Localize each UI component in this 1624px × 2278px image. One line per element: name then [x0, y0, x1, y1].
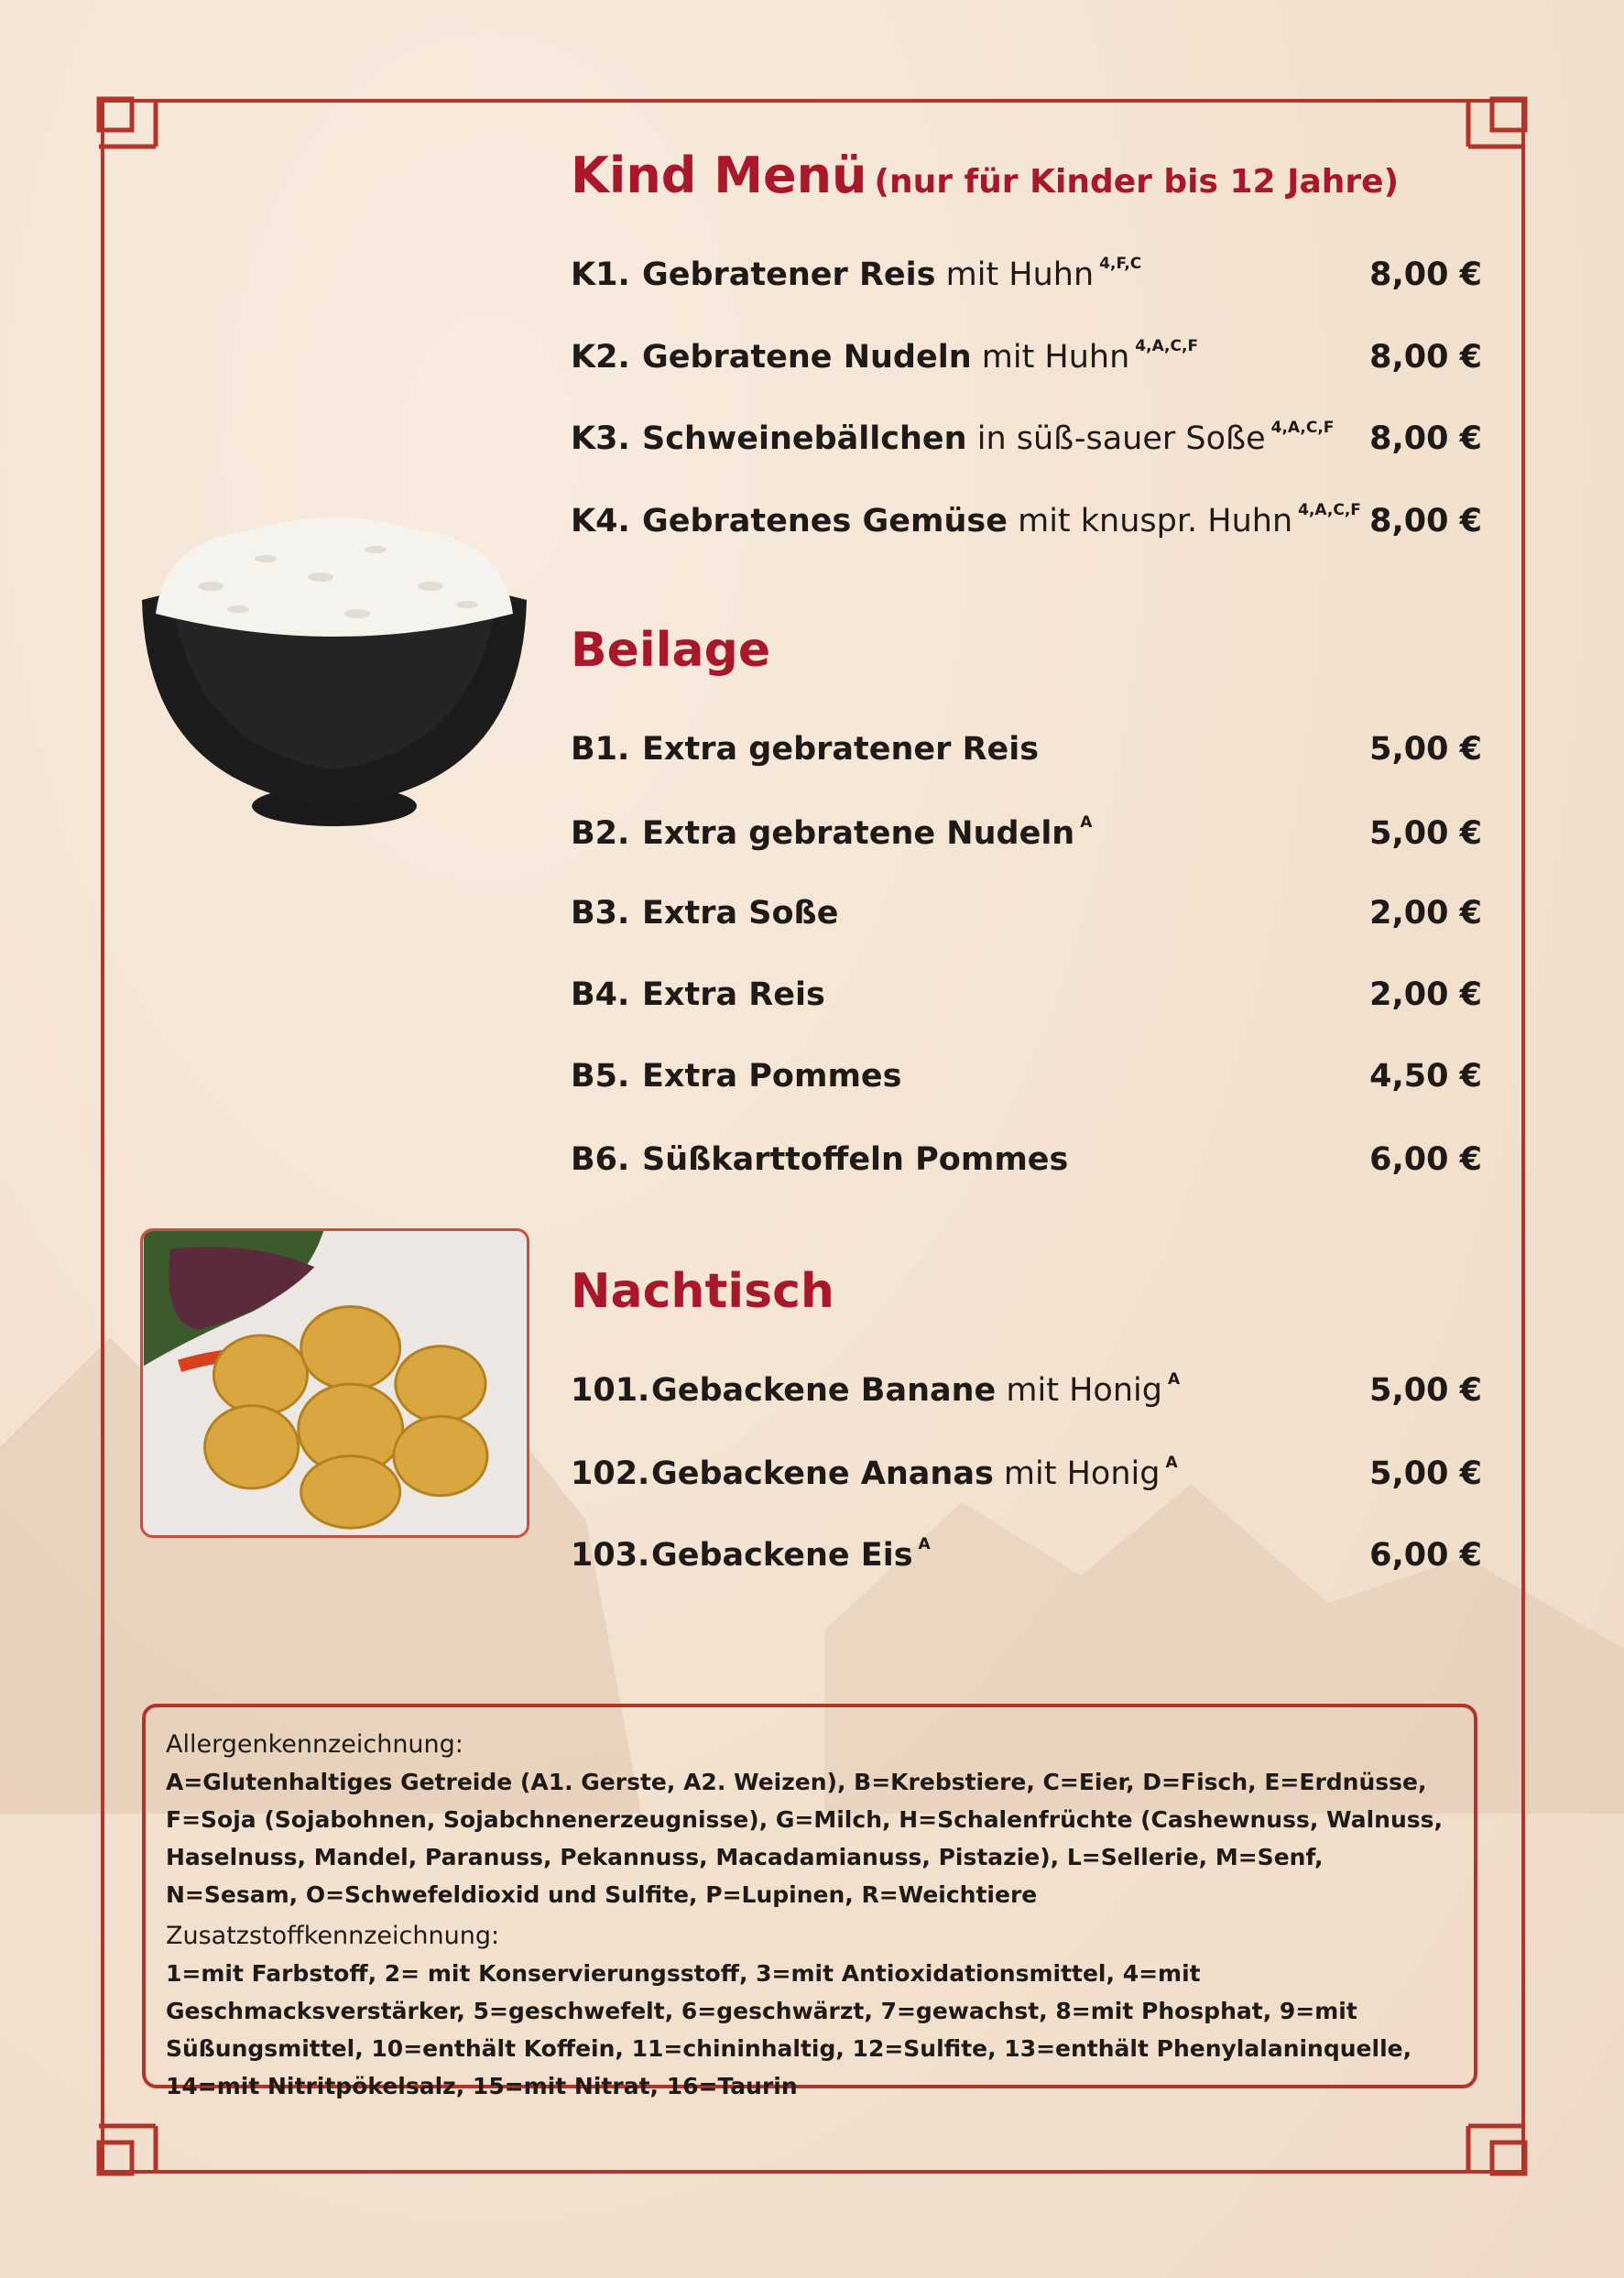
item-price: 5,00 €: [1369, 1372, 1482, 1409]
beilage-title: Beilage: [571, 623, 771, 678]
allergen-codes: 4,F,C: [1099, 255, 1142, 273]
item-name: Extra gebratener Reis: [642, 731, 1040, 768]
menu-item-103: [571, 1535, 1482, 1579]
item-price: 4,50 €: [1369, 1058, 1482, 1095]
item-name: Extra gebratene Nudeln $^A$: [642, 813, 1093, 852]
item-price: 5,00 €: [1369, 815, 1482, 852]
item-code: B1.: [571, 731, 630, 768]
item-code: B5.: [571, 1058, 630, 1095]
allergen-codes: 4,A,C,F: [1298, 501, 1361, 519]
kind-menu-title: [571, 147, 1399, 204]
item-price: 8,00 €: [1369, 420, 1482, 457]
dessert-illustration: [143, 1231, 527, 1535]
item-name: Gebratene Nudeln mit Huhn $^{4,A,C,F}$: [642, 337, 1199, 376]
item-code: B3.: [571, 895, 630, 932]
item-price: 8,00 €: [1369, 503, 1482, 540]
menu-item-k2: [571, 337, 1482, 381]
item-name: Extra Reis: [642, 976, 825, 1013]
rice-bowl-photo: [137, 513, 531, 834]
menu-item-b2: [571, 813, 1482, 857]
item-name: Gebackene Eis $^A$: [651, 1535, 931, 1574]
allergen-codes: A: [1165, 1454, 1178, 1472]
item-name: Gebratener Reis mit Huhn $^{4,F,C}$: [642, 255, 1142, 293]
item-code: B2.: [571, 815, 630, 852]
fried-banana-photo: [140, 1228, 529, 1538]
item-code: B4.: [571, 976, 630, 1013]
allergen-heading: Allergenkennzeichnung:: [166, 1730, 463, 1759]
allergen-info-box: [142, 1704, 1477, 2099]
item-name: Extra Soße: [642, 895, 839, 932]
allergen-codes: A: [918, 1535, 931, 1553]
item-price: 6,00 €: [1369, 1537, 1482, 1574]
additive-text: 1=mit Farbstoff, 2= mit Konservierungsstoff, 3=mit Antioxidationsmittel, 4=mit Geschmacksverstärker, 5=geschwefelt, 6=geschwärzt, 7=gewachst, 8=mit Phosphat, 9=mit Süßungsmittel, 10=enthält Koffein, 11=chininhaltig, 12=Sulfite, 13=enthält Phenylalaninquelle, 14=mit Nitritpökelsalz, 15=mit Nitrat, 16=Taurin: [166, 1960, 1412, 2099]
item-price: 5,00 €: [1369, 1455, 1482, 1492]
item-code: K2.: [571, 339, 630, 376]
item-name: Schweinebällchen in süß-sauer Soße $^{4,A,C,F}$: [642, 419, 1335, 457]
menu-item-b5: [571, 1058, 1482, 1102]
kind-menu-title-text: Kind Menü: [571, 147, 867, 204]
item-code: K3.: [571, 420, 630, 457]
allergen-codes: 4,A,C,F: [1270, 419, 1335, 437]
kind-menu-subtitle: (nur für Kinder bis 12 Jahre): [874, 163, 1400, 201]
nachtisch-title: Nachtisch: [571, 1264, 834, 1319]
menu-item-k3: [571, 419, 1482, 463]
item-price: 8,00 €: [1369, 339, 1482, 376]
additive-heading: Zusatzstoffkennzeichnung:: [166, 1922, 500, 1950]
item-name: Extra Pommes: [642, 1058, 902, 1095]
allergen-codes: A: [1080, 813, 1093, 832]
item-price: 8,00 €: [1369, 256, 1482, 293]
allergen-codes: 4,A,C,F: [1135, 337, 1199, 355]
item-code: B6.: [571, 1141, 630, 1178]
allergen-text: A=Glutenhaltiges Getreide (A1. Gerste, A2. Weizen), B=Krebstiere, C=Eier, D=Fisch, E=Erdnüsse, F=Soja (Sojabohnen, Sojabchnenerzeugnisse), G=Milch, H=Schalenfrüchte (Cashewnuss, Walnuss, Haselnuss, Mandel, Paranuss, Pekannuss, Macadamianuss, Pistazie), L=Sellerie, M=Senf, N=Sesam, O=Schwefeldioxid und Sulfite, P=Lupinen, R=Weichtiere: [166, 1769, 1444, 1908]
menu-item-k4: [571, 501, 1482, 545]
menu-item-b6: [571, 1141, 1482, 1185]
item-code: 102.: [571, 1455, 650, 1492]
item-price: 5,00 €: [1369, 731, 1482, 768]
menu-item-b3: [571, 895, 1482, 939]
menu-item-k1: [571, 255, 1482, 299]
menu-item-b4: [571, 976, 1482, 1020]
item-price: 6,00 €: [1369, 1141, 1482, 1178]
item-code: 101.: [571, 1372, 650, 1409]
menu-item-101: [571, 1370, 1482, 1414]
item-name: Gebackene Ananas mit Honig $^A$: [651, 1454, 1178, 1492]
item-code: 103.: [571, 1537, 650, 1574]
item-code: K4.: [571, 503, 630, 540]
item-name: Gebratenes Gemüse mit knuspr. Huhn $^{4,A,C,F}$: [642, 501, 1361, 540]
item-name: Süßkarttoffeln Pommes: [642, 1141, 1069, 1178]
allergen-codes: A: [1167, 1370, 1181, 1389]
item-price: 2,00 €: [1369, 895, 1482, 932]
menu-item-102: [571, 1454, 1482, 1498]
item-price: 2,00 €: [1369, 976, 1482, 1013]
menu-item-b1: [571, 731, 1482, 775]
item-name: Gebackene Banane mit Honig $^A$: [651, 1370, 1181, 1409]
item-code: K1.: [571, 256, 630, 293]
